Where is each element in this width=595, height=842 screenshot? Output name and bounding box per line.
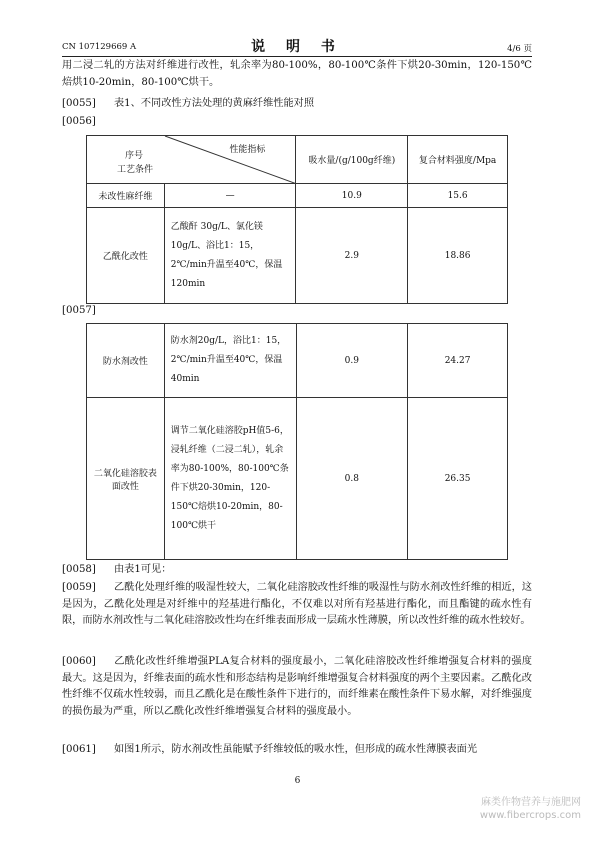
row-name: 未改性麻纤维 (87, 184, 165, 208)
column-header-water: 吸水量/(g/100g纤维) (296, 136, 408, 184)
table-row (87, 324, 508, 398)
row-process: 调节二氧化硅溶胶pH值5-6，浸轧纤维（二浸二轧），轧余率为80-100%，80-100℃条件下烘20-30min，120-150℃焙烘10-20min，80-100℃烘干 (164, 398, 296, 560)
watermark-url: www.fibercrops.com (479, 810, 581, 821)
table-header-row (87, 136, 508, 184)
row-process: 乙酸酐 30g/L、氯化镁10g/L、浴比1：15，2℃/min升温至40℃，保温120min (164, 208, 296, 304)
paragraph-0060 (62, 654, 532, 720)
paragraph-tag: [0061] (62, 744, 96, 755)
row-strength: 15.6 (408, 184, 508, 208)
page-number: 6 (294, 776, 301, 786)
column-header-seq: 序号 (125, 151, 144, 161)
row-water: 10.9 (296, 184, 408, 208)
row-water: 0.8 (296, 398, 408, 560)
row-strength: 26.35 (408, 398, 508, 560)
page-header (62, 40, 532, 56)
paragraph-0059 (62, 580, 532, 630)
row-process: 防水剂20g/L，浴比1：15，2℃/min升温至40℃，保温40min (164, 324, 296, 398)
paragraph-text: 如图1所示，防水剂改性虽能赋予纤维较低的吸水性，但形成的疏水性薄膜表面光 (114, 744, 478, 755)
table-row (87, 184, 508, 208)
header-divider (62, 56, 532, 57)
paragraph-0057 (62, 303, 532, 320)
paragraph-tag: [0059] (62, 582, 96, 593)
table-row (87, 208, 508, 304)
paragraph-text: 乙酰化处理纤维的吸湿性较大，二氧化硅溶胶改性纤维的吸湿性与防水剂改性纤维的相近，这是因为，乙酰化处理是对纤维中的羟基进行酯化，不仅难以对所有羟基进行酯化，而且酯键的疏水性有限，而防水剂改性与二氧化硅溶胶改性均在纤维表面形成一层疏水性薄膜，所以改性纤维的疏水性较好。 (62, 582, 532, 626)
column-header-strength: 复合材料强度/Mpa (408, 136, 508, 184)
paragraph-text: 乙酰化改性纤维增强PLA复合材料的强度最小，二氧化硅溶胶改性纤维增强复合材料的强度最大。这是因为，纤维表面的疏水性和形态结构是影响纤维增强复合材料强度的两个主要因素。乙酰化改性纤维不仅疏水性较弱，而且乙酰化是在酸性条件下进行的，而纤维素在酸性条件下易水解，对纤维强度的损伤最为严重，所以乙酰化改性纤维增强复合材料的强度最小。 (62, 656, 532, 717)
row-name: 防水剂改性 (87, 324, 165, 398)
paragraph-tag: [0060] (62, 656, 96, 667)
paragraph-0056 (62, 114, 532, 131)
watermark (480, 796, 581, 822)
paragraph-0061 (62, 742, 532, 759)
paragraph-0055 (62, 96, 532, 113)
table-row (87, 398, 508, 560)
table-1-part-2 (86, 323, 508, 560)
row-name: 二氧化硅溶胶表面改性 (87, 398, 165, 560)
table-1-part-1 (86, 135, 508, 304)
diagonal-header-cell (87, 136, 296, 184)
page-indicator: 4/6 页 (507, 44, 532, 54)
paragraph-tag: [0057] (62, 305, 96, 316)
paragraph-text: 由表1可见： (114, 564, 172, 575)
row-strength: 18.86 (408, 208, 508, 304)
patent-number: CN 107129669 A (62, 42, 137, 52)
row-water: 2.9 (296, 208, 408, 304)
diag-header-top: 性能指标 (229, 145, 266, 155)
table-caption: 表1、不同改性方法处理的黄麻纤维性能对照 (114, 98, 315, 109)
document-title: 说 明 书 (251, 39, 343, 55)
diagonal-line (87, 136, 297, 184)
row-process: — (164, 184, 296, 208)
watermark-title: 麻类作物营养与施肥网 (481, 797, 581, 808)
paragraph-tag: [0056] (62, 116, 96, 127)
paragraph-0058 (62, 562, 532, 579)
paragraph-tag: [0058] (62, 564, 96, 575)
row-name: 乙酰化改性 (87, 208, 165, 304)
paragraph-tag: [0055] (62, 98, 96, 109)
row-strength: 24.27 (408, 324, 508, 398)
diag-header-bottom: 工艺条件 (117, 165, 154, 175)
intro-paragraph: 用二浸二轧的方法对纤维进行改性，轧余率为80-100%，80-100℃条件下烘20-30min，120-150℃焙烘10-20min，80-100℃烘干。 (62, 60, 532, 88)
row-water: 0.9 (296, 324, 408, 398)
